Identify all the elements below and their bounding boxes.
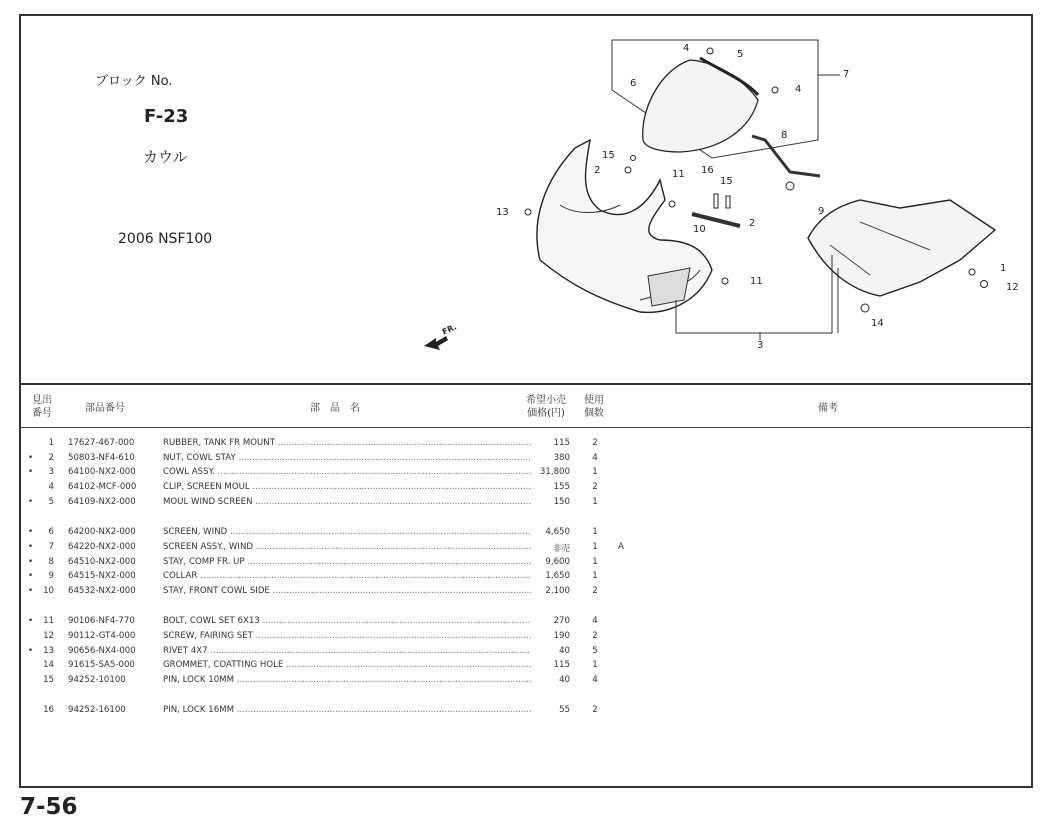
row-part-name: PIN, LOCK 10MM ..... [163, 675, 531, 685]
callout-1: 1 [1000, 263, 1007, 274]
row-part-name: BOLT, COWL SET 6X13 ..... [163, 616, 531, 626]
table-row [20, 482, 640, 496]
table-row [20, 571, 640, 585]
row-mark: • [28, 453, 34, 463]
callout-16: 16 [701, 165, 714, 176]
callout-8: 8 [781, 130, 788, 141]
row-ref-number: 6 [48, 527, 54, 537]
row-ref-number: 16 [43, 705, 54, 715]
table-row [20, 660, 640, 674]
row-quantity: 2 [592, 586, 598, 596]
table-row [20, 438, 640, 452]
row-price: 9,600 [545, 557, 570, 567]
row-quantity: 1 [592, 660, 598, 670]
row-quantity: 4 [592, 616, 598, 626]
bolt-11b [722, 278, 728, 284]
row-part-number: 64510-NX2-000 [68, 557, 136, 567]
rivet-13 [525, 209, 531, 215]
table-row [20, 453, 640, 467]
exploded-parts-diagram [0, 0, 1053, 380]
block-label: ブロック No. [95, 74, 173, 89]
callout-15b: 15 [720, 176, 733, 187]
row-ref-number: 13 [43, 646, 54, 656]
callout-12: 12 [1006, 282, 1019, 293]
table-row [20, 542, 640, 556]
row-quantity: 2 [592, 438, 598, 448]
row-part-name: STAY, FRONT COWL SIDE ..... [163, 586, 531, 596]
header-ref: 見出 番号 [32, 395, 52, 419]
row-mark: • [28, 571, 34, 581]
row-quantity: 5 [592, 646, 598, 656]
row-price: 非売 [552, 544, 570, 554]
row-price: 40 [559, 646, 570, 656]
lower-cowl [808, 200, 995, 296]
block-name: カウル [143, 148, 188, 166]
header-price: 希望小売 価格(円) [526, 395, 566, 419]
page-number: 7-56 [20, 794, 78, 820]
row-ref-number: 8 [48, 557, 54, 567]
row-part-number: 64200-NX2-000 [68, 527, 136, 537]
row-part-name: SCREW, FAIRING SET ..... [163, 631, 531, 641]
row-price: 155 [553, 482, 570, 492]
wind-screen [643, 60, 758, 152]
row-ref-number: 7 [48, 542, 54, 552]
row-part-name: RIVET 4X7 ..... [163, 646, 531, 656]
row-price: 190 [553, 631, 570, 641]
clip-4a [707, 48, 713, 54]
row-part-number: 64515-NX2-000 [68, 571, 136, 581]
row-quantity: 1 [592, 557, 598, 567]
row-quantity: 1 [592, 467, 598, 477]
row-price: 4,650 [545, 527, 570, 537]
callout-4: 4 [683, 43, 690, 54]
row-part-name: SCREEN ASSY., WIND ..... [163, 542, 531, 552]
row-price: 2,100 [545, 586, 570, 596]
row-remarks: A [618, 542, 624, 552]
row-part-number: 90656-NX4-000 [68, 646, 136, 656]
collar [786, 182, 794, 190]
callout-11a: 11 [672, 169, 685, 180]
callout-15a: 15 [602, 150, 615, 161]
callout-10: 10 [693, 224, 706, 235]
block-number: F-23 [144, 106, 189, 127]
row-part-number: 94252-16100 [68, 705, 126, 715]
row-ref-number: 10 [43, 586, 54, 596]
row-price: 40 [559, 675, 570, 685]
callout-14: 14 [871, 318, 884, 329]
table-row [20, 646, 640, 660]
row-ref-number: 4 [48, 482, 54, 492]
callout-6: 6 [630, 78, 637, 89]
row-quantity: 1 [592, 527, 598, 537]
row-part-name: NUT, COWL STAY ..... [163, 453, 531, 463]
clip-4b [772, 87, 778, 93]
row-part-name: SCREEN, WIND ..... [163, 527, 531, 537]
row-part-number: 90112-GT4-000 [68, 631, 136, 641]
grommet-14 [861, 304, 869, 312]
table-row [20, 705, 640, 719]
row-part-name: CLIP, SCREEN MOUL ..... [163, 482, 531, 492]
row-ref-number: 3 [48, 467, 54, 477]
row-price: 55 [559, 705, 570, 715]
lock-pin-16 [714, 194, 718, 208]
row-ref-number: 2 [48, 453, 54, 463]
row-part-number: 90106-NF4-770 [68, 616, 135, 626]
header-part-no: 部品番号 [85, 403, 125, 414]
front-arrow-label: FR. [440, 322, 459, 337]
callout-9: 9 [818, 206, 825, 217]
row-mark: • [28, 586, 34, 596]
table-row [20, 497, 640, 511]
row-quantity: 2 [592, 631, 598, 641]
header-qty: 使用 個数 [584, 395, 604, 419]
header-remarks: 備考 [818, 403, 838, 414]
row-part-number: 91615-SA5-000 [68, 660, 135, 670]
table-header-rule [19, 427, 1033, 428]
callout-7: 7 [843, 69, 850, 80]
row-quantity: 4 [592, 453, 598, 463]
row-part-name: COLLAR ..... [163, 571, 531, 581]
row-quantity: 4 [592, 675, 598, 685]
callout-2a: 2 [594, 165, 601, 176]
table-row [20, 586, 640, 600]
row-mark: • [28, 646, 34, 656]
stay-comp-fr-up [752, 136, 820, 176]
row-ref-number: 14 [43, 660, 54, 670]
callout-2b: 2 [749, 218, 756, 229]
row-part-number: 64102-MCF-000 [68, 482, 137, 492]
row-price: 115 [553, 660, 570, 670]
model-name: 2006 NSF100 [118, 231, 213, 247]
table-row [20, 616, 640, 630]
row-mark: • [28, 542, 34, 552]
callout-4b: 4 [795, 84, 802, 95]
row-part-number: 50803-NF4-610 [68, 453, 135, 463]
callout-3: 3 [757, 340, 764, 351]
row-price: 31,800 [539, 467, 570, 477]
table-row [20, 675, 640, 689]
header-part-name: 部 品 名 [310, 403, 360, 414]
row-ref-number: 9 [48, 571, 54, 581]
callout-5: 5 [737, 49, 744, 60]
row-ref-number: 11 [43, 616, 54, 626]
row-ref-number: 1 [48, 438, 54, 448]
row-ref-number: 15 [43, 675, 54, 685]
row-mark: • [28, 467, 34, 477]
row-quantity: 1 [592, 542, 598, 552]
row-part-name: MOUL WIND SCREEN ..... [163, 497, 531, 507]
row-part-number: 64532-NX2-000 [68, 586, 136, 596]
table-row [20, 527, 640, 541]
callout-13: 13 [496, 207, 509, 218]
rubber-1 [969, 269, 975, 275]
row-part-name: RUBBER, TANK FR MOUNT ..... [163, 438, 531, 448]
row-mark: • [28, 616, 34, 626]
row-mark: • [28, 497, 34, 507]
row-part-name: GROMMET, COATTING HOLE ..... [163, 660, 531, 670]
row-quantity: 1 [592, 497, 598, 507]
row-part-name: STAY, COMP FR. UP ..... [163, 557, 531, 567]
row-quantity: 1 [592, 571, 598, 581]
row-ref-number: 12 [43, 631, 54, 641]
screw-12 [981, 281, 988, 288]
table-row [20, 557, 640, 571]
row-part-number: 17627-467-000 [68, 438, 135, 448]
row-quantity: 2 [592, 482, 598, 492]
row-mark: • [28, 527, 34, 537]
row-part-number: 64100-NX2-000 [68, 467, 136, 477]
lock-pin-10 [726, 196, 730, 208]
row-part-name: COWL ASSY. ..... [163, 467, 531, 477]
row-quantity: 2 [592, 705, 598, 715]
bolt-11a [669, 201, 675, 207]
row-ref-number: 5 [48, 497, 54, 507]
callout-11b: 11 [750, 276, 763, 287]
row-mark: • [28, 557, 34, 567]
row-price: 380 [553, 453, 570, 463]
row-part-number: 94252-10100 [68, 675, 126, 685]
row-price: 1,650 [545, 571, 570, 581]
row-part-number: 64220-NX2-000 [68, 542, 136, 552]
row-part-name: PIN, LOCK 16MM ..... [163, 705, 531, 715]
section-divider [19, 383, 1033, 385]
front-arrow-icon [424, 336, 448, 350]
table-row [20, 631, 640, 645]
table-row [20, 467, 640, 481]
row-price: 115 [553, 438, 570, 448]
row-part-number: 64109-NX2-000 [68, 497, 136, 507]
nut-2a [625, 167, 631, 173]
pin-15a [631, 156, 636, 161]
row-price: 150 [553, 497, 570, 507]
row-price: 270 [553, 616, 570, 626]
